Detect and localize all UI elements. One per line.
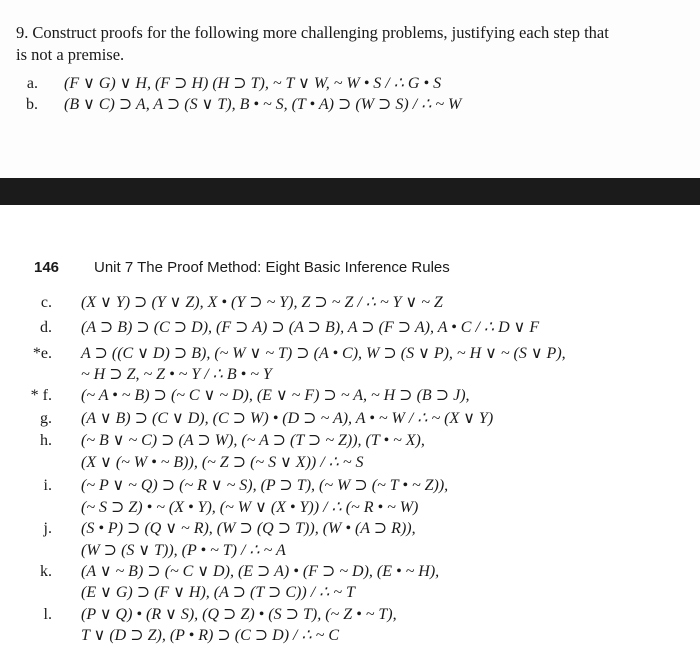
problem-line: (X ∨ Y) ⊃ (Y ∨ Z), X • (Y ⊃ ~ Y), Z ⊃ ~ Z / ∴ ~ Y ∨ ~ Z <box>81 294 443 311</box>
chapter-title: Unit 7 The Proof Method: Eight Basic Inference Rules <box>94 259 450 276</box>
problem-line: (F ∨ G) ∨ H, (F ⊃ H) (H ⊃ T), ~ T ∨ W, ~ W • S / ∴ G • S <box>64 75 442 92</box>
exercise-instructions <box>16 22 656 66</box>
page-divider-band <box>0 178 700 205</box>
problem-label: h. <box>40 432 52 449</box>
problem-line: (P ∨ Q) • (R ∨ S), (Q ⊃ Z) • (S ⊃ T), (~ Z • ~ T), <box>81 606 397 623</box>
problem-label: d. <box>40 319 52 336</box>
problem-line: (A ∨ B) ⊃ (C ∨ D), (C ⊃ W) • (D ⊃ ~ A), A • ~ W / ∴ ~ (X ∨ Y) <box>81 410 494 427</box>
problem-line: (E ∨ G) ⊃ (F ∨ H), (A ⊃ (T ⊃ C)) / ∴ ~ T <box>81 584 355 601</box>
problem-line: (X ∨ (~ W • ~ B)), (~ Z ⊃ (~ S ∨ X)) / ∴ ~ S <box>81 454 364 471</box>
problem-label: * f. <box>30 387 52 404</box>
problem-line: (B ∨ C) ⊃ A, A ⊃ (S ∨ T), B • ~ S, (T • A) ⊃ (W ⊃ S) / ∴ ~ W <box>64 96 462 113</box>
page-number: 146 <box>34 259 60 276</box>
problem-label: g. <box>40 410 52 427</box>
problem-line: T ∨ (D ⊃ Z), (P • R) ⊃ (C ⊃ D) / ∴ ~ C <box>81 627 339 644</box>
problem-line: (S • P) ⊃ (Q ∨ ~ R), (W ⊃ (Q ⊃ T)), (W • (A ⊃ R)), <box>81 520 416 537</box>
problem-line: (W ⊃ (S ∨ T)), (P • ~ T) / ∴ ~ A <box>81 542 286 559</box>
problem-line: (A ∨ ~ B) ⊃ (~ C ∨ D), (E ⊃ A) • (F ⊃ ~ D), (E • ~ H), <box>81 563 440 580</box>
problem-line: (~ A • ~ B) ⊃ (~ C ∨ ~ D), (E ∨ ~ F) ⊃ ~ A, ~ H ⊃ (B ⊃ J), <box>81 387 470 404</box>
problem-line: (~ B ∨ ~ C) ⊃ (A ⊃ W), (~ A ⊃ (T ⊃ ~ Z)), (T • ~ X), <box>81 432 425 449</box>
exercise-number: 9. <box>16 23 29 42</box>
problem-line: ~ H ⊃ Z, ~ Z • ~ Y / ∴ B • ~ Y <box>81 366 272 383</box>
top-page-fragment <box>0 0 700 178</box>
problem-label: b. <box>26 96 38 113</box>
instruction-line-2: is not a premise. <box>16 45 125 64</box>
problem-line: (~ P ∨ ~ Q) ⊃ (~ R ∨ ~ S), (P ⊃ T), (~ W ⊃ (~ T • ~ Z)), <box>81 477 449 494</box>
problem-line: (A ⊃ B) ⊃ (C ⊃ D), (F ⊃ A) ⊃ (A ⊃ B), A ⊃ (F ⊃ A), A • C / ∴ D ∨ F <box>81 319 540 336</box>
problem-label: l. <box>43 606 52 623</box>
problem-label: c. <box>40 294 52 311</box>
problem-line: A ⊃ ((C ∨ D) ⊃ B), (~ W ∨ ~ T) ⊃ (A • C), W ⊃ (S ∨ P), ~ H ∨ ~ (S ∨ P), <box>81 345 566 362</box>
problem-label: a. <box>26 75 38 92</box>
problem-label: k. <box>40 563 52 580</box>
instruction-line-1: Construct proofs for the following more challenging problems, justifying each step that <box>32 23 609 42</box>
problem-label: *e. <box>32 345 52 362</box>
problem-line: (~ S ⊃ Z) • ~ (X • Y), (~ W ∨ (X • Y)) / ∴ (~ R • ~ W) <box>81 499 419 516</box>
problem-label: j. <box>43 520 52 537</box>
problem-label: i. <box>43 477 52 494</box>
